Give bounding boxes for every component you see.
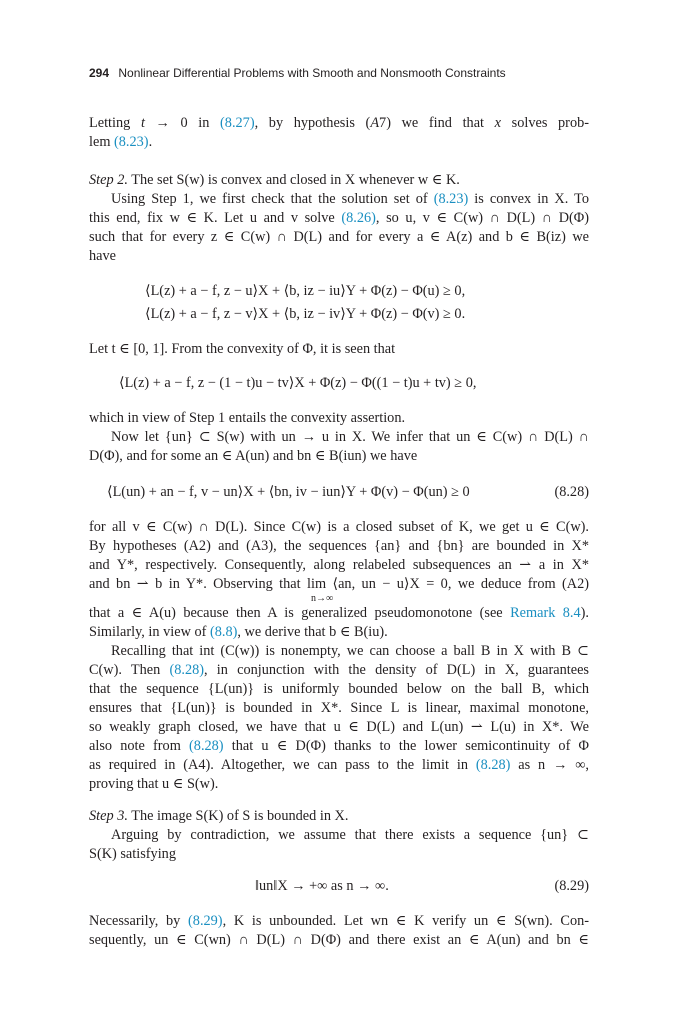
text-line: and bn ⇀ b in Y*. Observing that lim ⟨an, un − u⟩X = 0, we deduce from (A2) [89, 576, 589, 592]
text-line: proving that u ∈ S(w). [89, 776, 219, 792]
equation-link[interactable]: (8.28) [475, 757, 511, 773]
step-title: Step 3. [89, 808, 128, 824]
text-line: lem (8.23). [89, 134, 153, 150]
text-line: which in view of Step 1 entails the convexity assertion. [89, 410, 406, 426]
remark-link[interactable]: Remark 8.4 [510, 605, 581, 621]
text-line: Using Step 1, we first check that the solution set of (8.23) is convex in X. To [111, 191, 589, 207]
paragraph-intro [89, 114, 589, 152]
text-line: C(w). Then (8.28), in conjunction with the density of D(L) in X, guarantees [89, 662, 589, 678]
equation-link[interactable]: (8.27) [220, 115, 255, 131]
page-number: 294 [89, 66, 110, 80]
step-2-section [89, 171, 589, 266]
equation-link[interactable]: (8.23) [433, 191, 469, 207]
limit-subscript: n→∞ [311, 593, 334, 604]
step-title: Step 2. [89, 172, 128, 188]
text-line: so weakly graph closed, we have that u ∈ D(L) and L(un) ⇀ L(u) in X*. We [89, 719, 589, 735]
text-line: Now let {un} ⊂ S(w) with un → u in X. We infer that un ∈ C(w) ∩ D(L) ∩ [111, 429, 589, 445]
step-heading: Step 2. The set S(w) is convex and closed in X whenever w ∈ K. [89, 172, 460, 188]
text-line: Similarly, in view of (8.8), we derive that b ∈ B(iu). [89, 624, 388, 640]
text-line: such that for every z ∈ C(w) ∩ D(L) and for every a ∈ A(z) and b ∈ B(iz) we [89, 229, 589, 245]
text-line: for all v ∈ C(w) ∩ D(L). Since C(w) is a closed subset of K, we get u ∈ C(w). [89, 519, 589, 535]
equation-number: (8.29) [554, 878, 589, 894]
equation-link[interactable]: (8.26) [341, 210, 376, 226]
paragraph-convergence [89, 518, 589, 794]
display-equation: ⟨L(un) + an − f, v − un⟩X + ⟨bn, iv − iun⟩Y + Φ(v) − Φ(un) ≥ 0 [107, 484, 470, 500]
step-3-section [89, 807, 589, 864]
text-line: have [89, 248, 116, 264]
text-line: this end, fix w ∈ K. Let u and v solve (8.26), so u, v ∈ C(w) ∩ D(L) ∩ D(Φ) [89, 210, 589, 226]
text-line: ensures that {L(un)} is bounded in X*. Since L is linear, maximal monotone, [89, 700, 589, 716]
paragraph-step3-body [89, 912, 589, 950]
text-line: Letting t → 0 in (8.27), by hypothesis (A7) we find that x solves prob- [89, 115, 590, 131]
text-line: Arguing by contradiction, we assume that there exists a sequence {un} ⊂ [111, 827, 589, 843]
running-header [89, 66, 589, 80]
text-line: S(K) satisfying [89, 846, 176, 862]
display-equation: ⟨L(z) + a − f, z − u⟩X + ⟨b, iz − iu⟩Y + Φ(z) − Φ(u) ≥ 0, [145, 283, 466, 299]
text-line: sequently, un ∈ C(wn) ∩ D(L) ∩ D(Φ) and there exist an ∈ A(un) and bn ∈ [89, 932, 589, 948]
display-equation: ‖un‖X → +∞ as n → ∞. [255, 878, 389, 894]
display-equation: ⟨L(z) + a − f, z − v⟩X + ⟨b, iz − iv⟩Y + Φ(z) − Φ(v) ≥ 0. [145, 306, 466, 322]
text-line: Recalling that int (C(w)) is nonempty, we can choose a ball B in X with B ⊂ [111, 643, 589, 659]
text-line: that the sequence {L(un)} is uniformly bounded below on the ball B, which [89, 681, 589, 697]
text-line: that a ∈ A(u) because then A is generalized pseudomonotone (see Remark 8.4). [89, 605, 590, 621]
text-line: Let t ∈ [0, 1]. From the convexity of Φ, it is seen that [89, 341, 396, 357]
equation-link[interactable]: (8.8) [209, 624, 238, 640]
equation-link[interactable]: (8.28) [189, 738, 224, 754]
text-line: as required in (A4). Altogether, we can pass to the limit in (8.28) as n → ∞, [89, 757, 589, 773]
text-line: By hypotheses (A2) and (A3), the sequences {an} and {bn} are bounded in X* [89, 538, 589, 554]
text-line: also note from (8.28) that u ∈ D(Φ) thanks to the lower semicontinuity of Φ [89, 738, 589, 754]
paragraph-step2-body [89, 409, 589, 466]
step-heading: Step 3. The image S(K) of S is bounded in X. [89, 808, 349, 824]
display-equation: ⟨L(z) + a − f, z − (1 − t)u − tv⟩X + Φ(z) − Φ((1 − t)u + tv) ≥ 0, [119, 375, 477, 391]
text-line: and Y*, respectively. Consequently, along relabeled subsequences an ⇀ a in X* [89, 557, 589, 573]
equation-link[interactable]: (8.28) [169, 662, 205, 678]
equation-number: (8.28) [554, 484, 589, 500]
text-line: D(Φ), and for some an ∈ A(un) and bn ∈ B(iun) we have [89, 448, 418, 464]
text-line: Necessarily, by (8.29), K is unbounded. Let wn ∈ K verify un ∈ S(wn). Con- [89, 913, 590, 929]
equation-link[interactable]: (8.29) [188, 913, 223, 929]
equation-link[interactable]: (8.23) [114, 134, 149, 150]
running-title: Nonlinear Differential Problems with Smooth and Nonsmooth Constraints [118, 66, 506, 80]
